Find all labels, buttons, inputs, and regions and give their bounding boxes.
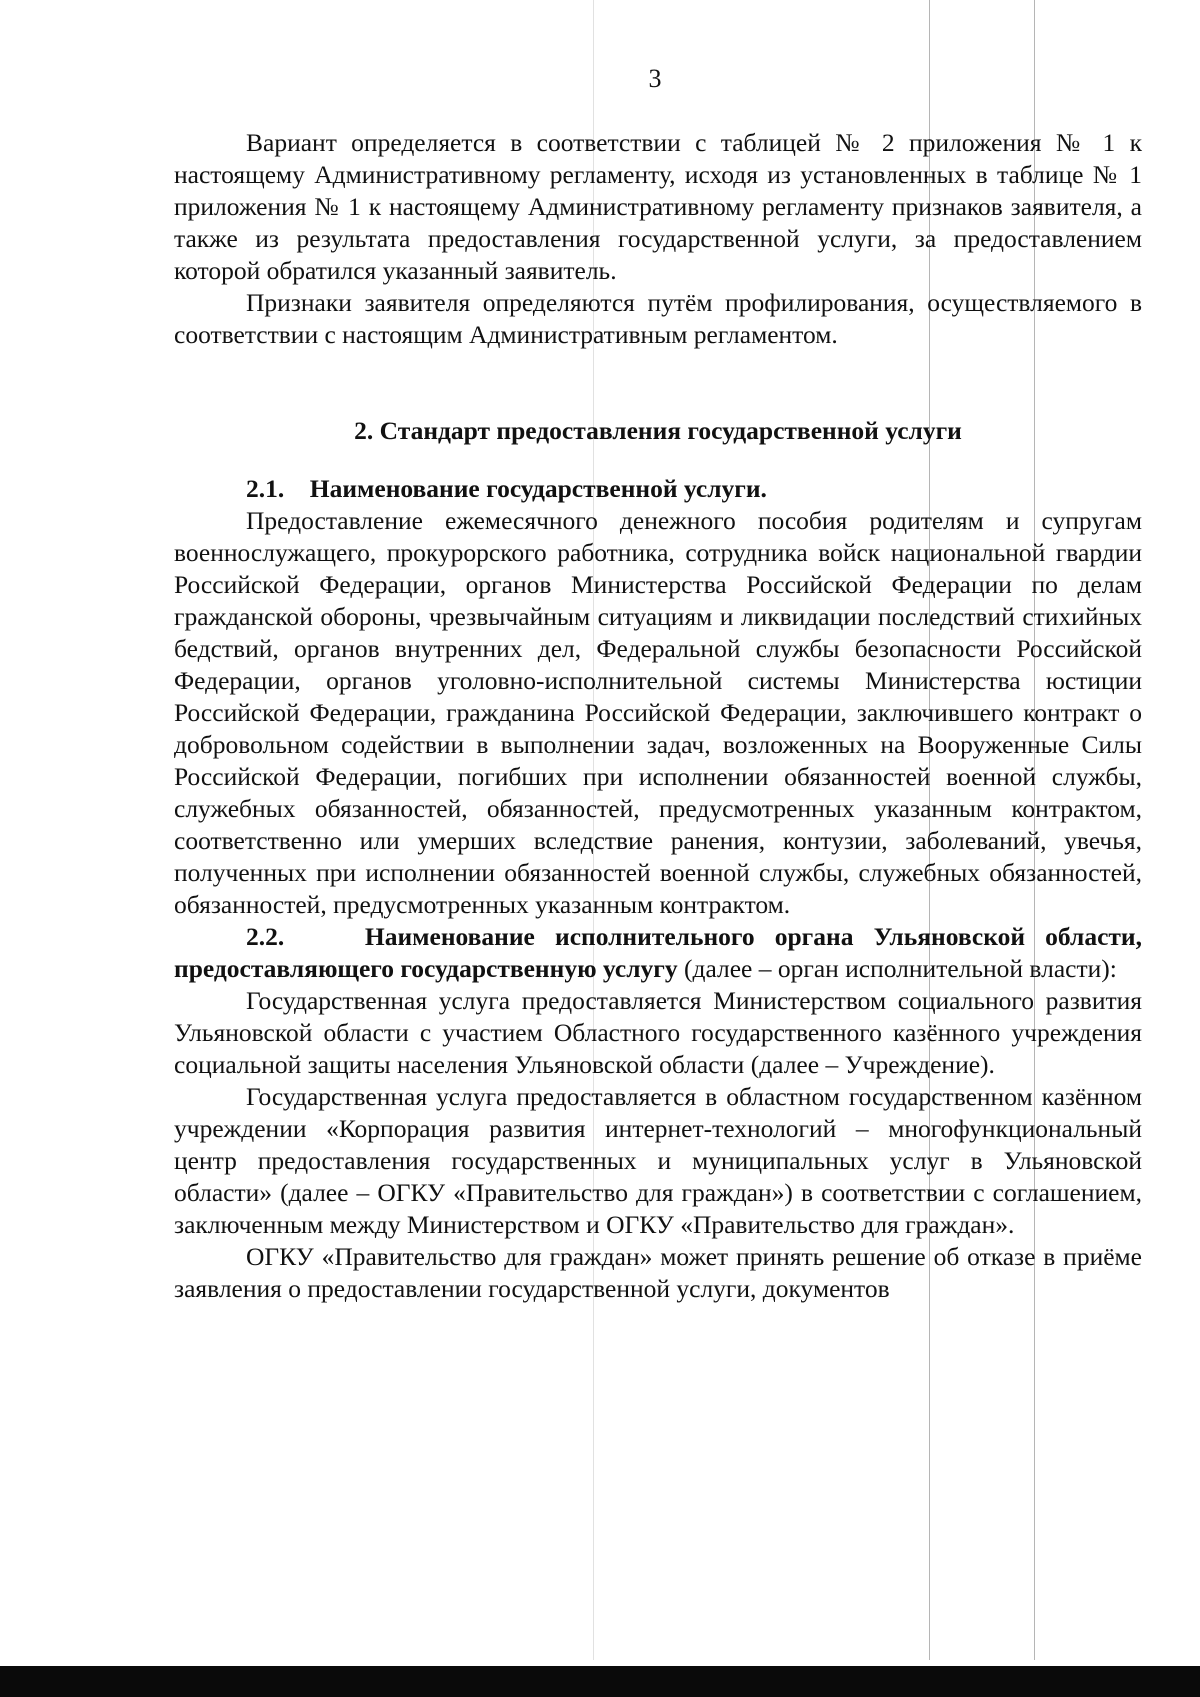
subsection-2-2-number: 2.2. [246,922,285,951]
subsection-2-2-heading [174,921,1142,985]
subsection-2-1-heading [174,473,1142,505]
paragraph-ministry: Государственная услуга предоставляется Министерством социального развития Ульяновской области с участием Областного государственного казённого учреждения социальной защиты населения Ульяновской области (далее – Учреждение). [174,986,1142,1079]
subsection-2-2-title: Наименование исполнительного органа Ульяновской области, предоставляющего государственную услугу [174,922,1143,983]
subsection-2-1-title: Наименование государственной услуги. [309,474,767,503]
page-number: 3 [648,64,662,93]
paragraph-signs: Признаки заявителя определяются путём профилирования, осуществляемого в соответствии с настоящим Административным регламентом. [174,288,1142,349]
subsection-2-2-rest: (далее – орган исполнительной власти): [677,954,1117,983]
scan-bottom-border [0,1666,1200,1697]
paragraph-mfc: Государственная услуга предоставляется в областном государственном казённом учреждении «Корпорация развития интернет-технологий – многофункциональный центр предоставления государственных и муниципальных услуг в Ульяновской области» (далее – ОГКУ «Правительство для граждан») в соответствии с соглашением, заключенным между Министерством и ОГКУ «Правительство для граждан». [174,1082,1142,1239]
paragraph-refusal: ОГКУ «Правительство для граждан» может принять решение об отказе в приёме заявления о предоставлении государственной услуги, документов [174,1242,1142,1303]
section-heading: 2. Стандарт предоставления государственной услуги [354,416,962,445]
document-body [174,127,1142,1305]
subsection-2-1-number: 2.1. [246,474,285,503]
paragraph-variant: Вариант определяется в соответствии с таблицей № 2 приложения № 1 к настоящему Административному регламенту, исходя из установленных в таблице № 1 приложения № 1 к настоящему Административному регламенту признаков заявителя, а также из результата предоставления государственной услуги, за предоставлением которой обратился указанный заявитель. [174,128,1142,285]
paragraph-service-name: Предоставление ежемесячного денежного пособия родителям и супругам военнослужащего, прокурорского работника, сотрудника войск национальной гвардии Российской Федерации, органов Министерства Российской Федерации по делам гражданской обороны, чрезвычайным ситуациям и ликвидации последствий стихийных бедствий, органов внутренних дел, Федеральной службы безопасности Российской Федерации, органов уголовно-исполнительной системы Министерства юстиции Российской Федерации, гражданина Российской Федерации, заключившего контракт о добровольном содействии в выполнении задач, возложенных на Вооруженные Силы Российской Федерации, погибших при исполнении обязанностей военной службы, служебных обязанностей, обязанностей, предусмотренных указанным контрактом, соответственно или умерших вследствие ранения, контузии, заболеваний, увечья, полученных при исполнении обязанностей военной службы, служебных обязанностей, обязанностей, предусмотренных указанным контрактом. [174,506,1142,919]
